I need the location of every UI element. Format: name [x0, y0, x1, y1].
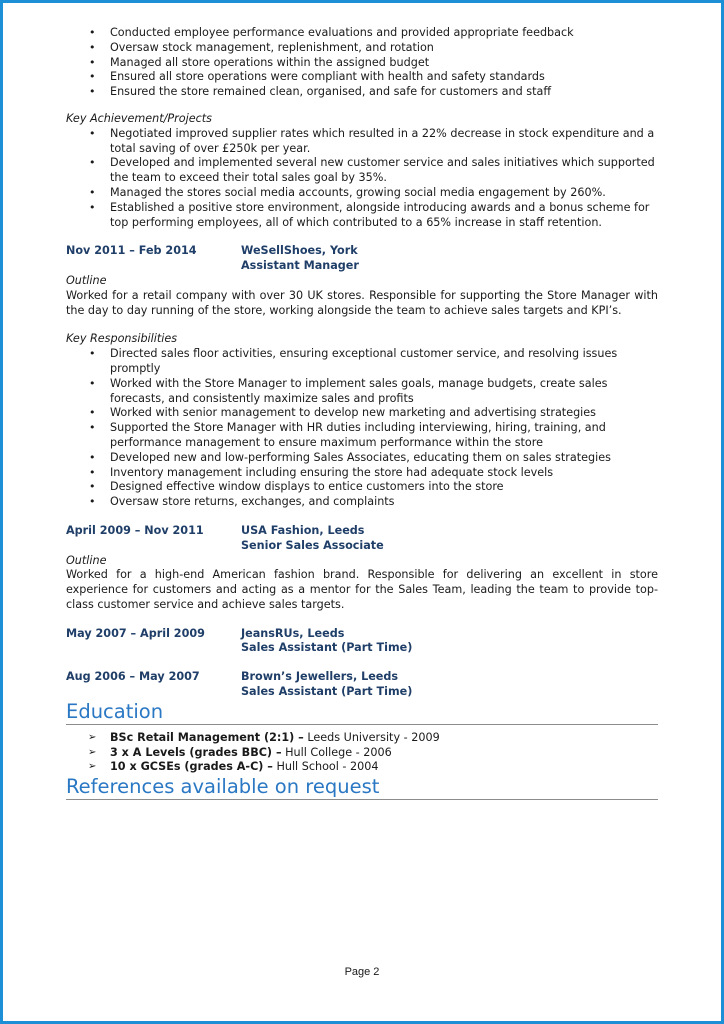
job-outline: Worked for a retail company with over 30 UK stores. Responsible for supporting the Store Manager with the day to day running of the store, working alongside the team to achieve sales targets and KPI’s. — [66, 288, 658, 317]
achievements-list — [66, 127, 658, 231]
outline-heading: Outline — [66, 273, 107, 287]
list-item: • Negotiated improved supplier rates which resulted in a 22% decrease in stock expenditure and a total saving of over £250k per year. — [110, 127, 658, 157]
job-dates: May 2007 – April 2009 — [66, 626, 205, 640]
previous-role-responsibilities — [66, 26, 658, 100]
education-list — [66, 731, 658, 775]
list-item: • Supported the Store Manager with HR duties including interviewing, hiring, training, and performance management to ensure maximum performance within the store — [110, 421, 658, 451]
job-role: Senior Sales Associate — [241, 538, 384, 552]
list-item — [110, 731, 658, 746]
job-role: Sales Assistant (Part Time) — [241, 685, 413, 699]
qualification: 10 x GCSEs (grades A-C) – — [110, 760, 273, 774]
list-item: • Inventory management including ensuring the store had adequate stock levels — [110, 466, 658, 481]
list-item: • Managed the stores social media accounts, growing social media engagement by 260%. — [110, 186, 658, 201]
list-item: • Established a positive store environment, alongside introducing awards and a bonus scheme for top performing employees, all of which contributed to a 65% increase in staff retention. — [110, 201, 658, 231]
list-item: • Developed new and low-performing Sales Associates, educating them on sales strategies — [110, 451, 658, 466]
achievements-heading: Key Achievement/Projects — [66, 111, 212, 125]
job-outline: Worked for a high-end American fashion brand. Responsible for delivering an excellent in store experience for customers and acting as a mentor for the Sales Team, leading the team to provide top-class customer service and achieve sales targets. — [66, 568, 658, 611]
references-title: References available on request — [66, 775, 658, 800]
list-item — [110, 760, 658, 775]
page-number: Page 2 — [344, 966, 380, 978]
job-header — [66, 244, 658, 274]
job-header — [66, 524, 658, 554]
list-item: • Managed all store operations within the assigned budget — [110, 56, 658, 71]
list-item: • Ensured all store operations were compliant with health and safety standards — [110, 70, 658, 85]
institution: Hull College - 2006 — [281, 745, 392, 759]
outline-heading: Outline — [66, 553, 107, 567]
job-role: Sales Assistant (Part Time) — [241, 641, 413, 655]
education-title: Education — [66, 700, 658, 725]
responsibilities-list — [66, 347, 658, 510]
list-item: • Oversaw store returns, exchanges, and complaints — [110, 495, 658, 510]
list-item: • Conducted employee performance evaluations and provided appropriate feedback — [110, 26, 658, 41]
job-dates: April 2009 – Nov 2011 — [66, 523, 204, 537]
resume-content — [66, 26, 658, 800]
job-company: JeansRUs, Leeds — [241, 626, 345, 640]
responsibilities-heading: Key Responsibilities — [66, 332, 178, 346]
list-item: • Designed effective window displays to entice customers into the store — [110, 480, 658, 495]
list-item: • Worked with the Store Manager to implement sales goals, manage budgets, create sales forecasts, and consistently maximize sales and profits — [110, 377, 658, 407]
job-header — [66, 670, 658, 700]
list-item: • Ensured the store remained clean, organised, and safe for customers and staff — [110, 85, 658, 100]
job-dates: Aug 2006 – May 2007 — [66, 670, 200, 684]
job-company: Brown’s Jewellers, Leeds — [241, 670, 399, 684]
job-company: WeSellShoes, York — [241, 244, 358, 258]
list-item: • Worked with senior management to develop new marketing and advertising strategies — [110, 406, 658, 421]
list-item: • Oversaw stock management, replenishment, and rotation — [110, 41, 658, 56]
institution: Hull School - 2004 — [272, 760, 379, 774]
list-item: • Directed sales floor activities, ensuring exceptional customer service, and resolving issues promptly — [110, 347, 658, 377]
job-role: Assistant Manager — [241, 259, 359, 273]
institution: Leeds University - 2009 — [303, 730, 440, 744]
list-item: • Developed and implemented several new customer service and sales initiatives which supported the team to exceed their total sales goal by 35%. — [110, 156, 658, 186]
job-dates: Nov 2011 – Feb 2014 — [66, 244, 197, 258]
job-header — [66, 627, 658, 657]
qualification: 3 x A Levels (grades BBC) – — [110, 745, 282, 759]
list-item — [110, 746, 658, 761]
qualification: BSc Retail Management (2:1) – — [110, 730, 304, 744]
job-company: USA Fashion, Leeds — [241, 523, 365, 537]
